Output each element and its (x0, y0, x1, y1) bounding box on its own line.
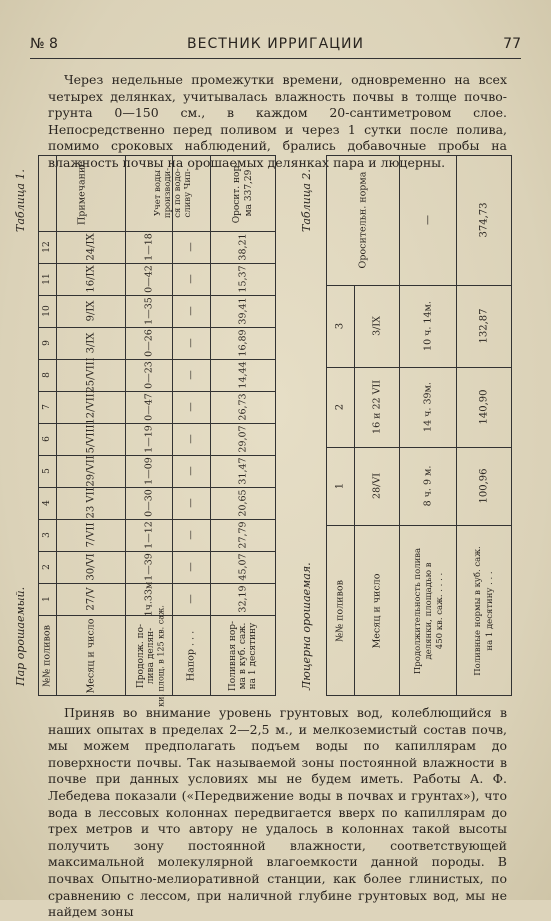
table1-col-date-text: 25/VIII (85, 357, 96, 393)
table2-section: Люцерна орошаемая. (300, 562, 313, 690)
table1-col-prod-text: 1—35 (143, 297, 154, 325)
table1-col-date-text: 3/IX (85, 332, 96, 354)
paragraph-main: Приняв во внимание уровень грунтовых вод, колеблющийся в наших опытах в пределах 2—2,5 м., и мелкоземистый состав почв, мы можем предполагать подъем воды по капиллярам до поверхности почвы. Так называемой зоны постоянной влажности в почве при данных условиях мы не будем иметь. Работы А. Ф. Лебедева показали («Передвижение воды в почвах и грунтах»), что вода в лессовых колоннах передвигается вверх по капиллярам до трех метров и что автору не удалось в колоннах такой высоты получить зону постоянной влажности, соответствующей максимальной молекулярной влагоемкости данной породы. В почвах Опытно-мелиоративной станции, как более глинистых, по сравнению с лессом, при наличной глубине грунтовых вод, мы не найдем зоны (48, 705, 507, 920)
table2-header-mesyac-text: Месяц и число (371, 573, 382, 648)
table1-hline (38, 423, 276, 424)
table1-col-napor-text: — (185, 338, 197, 348)
table1-col-date-text: 29/VII (85, 455, 96, 487)
table2-header-prod-3-text: 450 кв. саж. . . . . (434, 572, 445, 649)
table1-col-prod-text: 0—30 (143, 489, 154, 517)
table1-col-prod-text: 1—19 (143, 425, 154, 453)
table2-col-date-text: 3/IX (371, 316, 382, 336)
table1-col-prod-text: 1—09 (143, 457, 154, 485)
journal-title: ВЕСТНИК ИРРИГАЦИИ (187, 36, 364, 52)
table1-header-orosit-2-text: ма 337,29 (244, 169, 254, 217)
table2-orosit-prod-text: — (422, 215, 433, 225)
table1-header-prod-2-text: лива делян- (145, 627, 156, 684)
table1-header-primech-text: Примечание (76, 161, 87, 225)
table1-header-norma-2-text: ма в куб. саж. (238, 622, 248, 689)
table2-col-date-text: 16 и 22 VII (371, 380, 382, 434)
table2-col-number-text: 3 (334, 322, 346, 330)
table1-col-date-text: 5/VIII (85, 424, 96, 454)
table1-header-prod-1-text: Продолж. по- (135, 623, 146, 688)
table1-col-prod-text: 0—26 (143, 329, 154, 357)
table1-col-date-text: 24/IX (85, 233, 96, 261)
table1-col-napor-text: — (185, 594, 197, 604)
table-2 (326, 155, 512, 696)
table1-header-norma-1-text: Поливная нор- (228, 620, 238, 691)
table1-col-norma-text: 38,21 (237, 233, 249, 261)
table1-col-date-text: 7/VII (85, 522, 96, 548)
table1-col-date-text: 12/VIII (85, 389, 96, 425)
table1-hline (38, 231, 276, 232)
table1-col-number-text: 12 (42, 241, 52, 253)
table1-hline (38, 551, 276, 552)
table2-header-norma-2-text: на 1 десятину . . . (485, 570, 495, 651)
table1-hline (38, 391, 276, 392)
table1-col-napor-text: — (185, 402, 197, 412)
table1-header-uchet-3-text: ся по водо- (172, 168, 183, 218)
table1-col-norma-text: 26,73 (237, 393, 249, 421)
table1-col-norma-text: 20,65 (237, 489, 249, 517)
table1-col-number-text: 7 (42, 404, 52, 410)
table1-hline (38, 583, 276, 584)
table1-col-prod-text: 0—47 (143, 393, 154, 421)
table1-hline (38, 295, 276, 296)
table1-col-napor-text: — (185, 370, 197, 380)
table1-hline (38, 263, 276, 264)
table1-col-norma-text: 39,41 (237, 297, 249, 325)
table1-header-uchet-1-text: Учет воды (152, 169, 163, 217)
table1-header-prod-3-text: ки, площ. в 125 кв. саж. (156, 604, 165, 707)
table2-col-number-text: 2 (334, 403, 346, 411)
table1-col-norma-text: 15,37 (237, 265, 249, 293)
table2-col-prod-text: 8 ч. 9 м. (422, 465, 433, 507)
issue-number: № 8 (30, 36, 58, 52)
table2-col-number-text: 1 (334, 482, 346, 490)
table1-col-date-text: 23 VII (85, 487, 96, 519)
page-number: 77 (503, 36, 521, 52)
table1-header-mesyac-text: Месяц и число (85, 618, 96, 693)
table1-col-norma-text: 14,44 (237, 361, 249, 389)
table1-col-norma-text: 32,19 (237, 585, 249, 613)
table1-col-prod-text: 1—12 (143, 521, 154, 549)
table1-header-uchet-4-text: сливу Чип- (182, 168, 193, 218)
table1-hline (38, 487, 276, 488)
table1-col-prod-text: 0—42 (143, 265, 154, 293)
table2-col-norma-text: 100,96 (478, 468, 490, 504)
table1-header-norma-3-text: на 1 десятину (248, 622, 258, 689)
table1-col-napor-text: — (185, 562, 197, 572)
table2-col-prod-text: 14 ч. 39м. (422, 382, 433, 432)
table1-col-napor-text: — (185, 466, 197, 476)
table2-header-polivy-text: №№ поливов (334, 579, 346, 642)
table1-col-number-text: 5 (42, 468, 52, 474)
table1-header-polivy-text: №№ поливов (41, 624, 53, 687)
table2-header-prod-2-text: делянки, площадью в (423, 562, 434, 659)
table1-col-napor-text: — (185, 242, 197, 252)
table1-header-uchet-2-text: производи- (162, 167, 173, 219)
table1-col-norma-text: 16,89 (237, 329, 249, 357)
table-1 (38, 155, 276, 707)
table1-col-napor-text: — (185, 274, 197, 284)
table1-col-norma-text: 31,47 (237, 457, 249, 485)
table1-col-date-text: 16/IX (85, 265, 96, 293)
table1-col-number-text: 4 (42, 500, 52, 506)
table1-col-norma-text: 27,79 (237, 521, 249, 549)
page-header (30, 36, 521, 56)
table1-hline (38, 519, 276, 520)
table1-hline (38, 327, 276, 328)
table1-col-prod-text: 1—39 (143, 553, 154, 581)
table2-col-prod-text: 10 ч. 14м. (422, 301, 433, 351)
table2-col-norma-text: 132,87 (478, 308, 490, 344)
table1-hline (38, 359, 276, 360)
table1-col-number-text: 3 (42, 532, 52, 538)
table1-col-napor-text: — (185, 498, 197, 508)
table1-col-number-text: 10 (42, 305, 52, 317)
table2-header-norma-1-text: Поливные нормы в куб. саж. (473, 545, 483, 676)
table2-header-prod-1-text: Продолжительность полива (412, 547, 423, 674)
table2-col-date-text: 28/VI (371, 473, 382, 499)
table1-col-prod-text: 0—23 (143, 361, 154, 389)
table1-col-date-text: 30/VI (85, 553, 96, 581)
table1-col-norma-text: 29,07 (237, 425, 249, 453)
table1-col-prod-text: 1—18 (143, 233, 154, 261)
table2-caption: Таблица 2. (300, 169, 313, 232)
table1-col-number-text: 6 (42, 436, 52, 442)
table2-orosit-norma-text: 374,73 (478, 202, 490, 238)
table1-col-norma-text: 45,07 (237, 553, 249, 581)
table1-col-number-text: 2 (42, 564, 52, 570)
table1-col-napor-text: — (185, 434, 197, 444)
table2-vline (456, 155, 457, 696)
table1-col-number-text: 8 (42, 372, 52, 378)
table1-col-number-text: 9 (42, 340, 52, 346)
header-rule (30, 58, 521, 59)
table1-col-napor-text: — (185, 530, 197, 540)
table1-header-orosit-1-text: Оросит. нор- (232, 162, 242, 224)
table1-col-date-text: 9/IX (85, 300, 96, 322)
table1-section: Пар орошаемый. (14, 586, 27, 686)
table1-col-napor-text: — (185, 306, 197, 316)
table2-header-orosit-text: Оросительн. норма (357, 171, 368, 269)
table2-vline (399, 155, 400, 696)
table1-header-napor-text: Напор . . . (185, 630, 197, 681)
table1-col-number-text: 11 (42, 273, 52, 285)
table1-col-number-text: 1 (42, 596, 52, 602)
table1-caption: Таблица 1. (14, 169, 27, 232)
table1-col-date-text: 27/V (85, 587, 96, 611)
table2-vline (354, 285, 355, 696)
table1-col-prod-text: 1ч.33м (143, 581, 154, 617)
table1-hline (38, 455, 276, 456)
table2-col-norma-text: 140,90 (478, 389, 490, 425)
paragraph-intro: Через недельные промежутки времени, одновременно на всех четырех делянках, учитывалась влажность почвы в толще почво-грунта 0—150 см., в каждом 20-сантиметровом слое. Непосредственно перед поливом и через 1 сутки после полива, помимо сроковых наблюдений, брались добавочные пробы на влажность почвы на орошаемых делянках пара и люцерны. (48, 72, 507, 170)
